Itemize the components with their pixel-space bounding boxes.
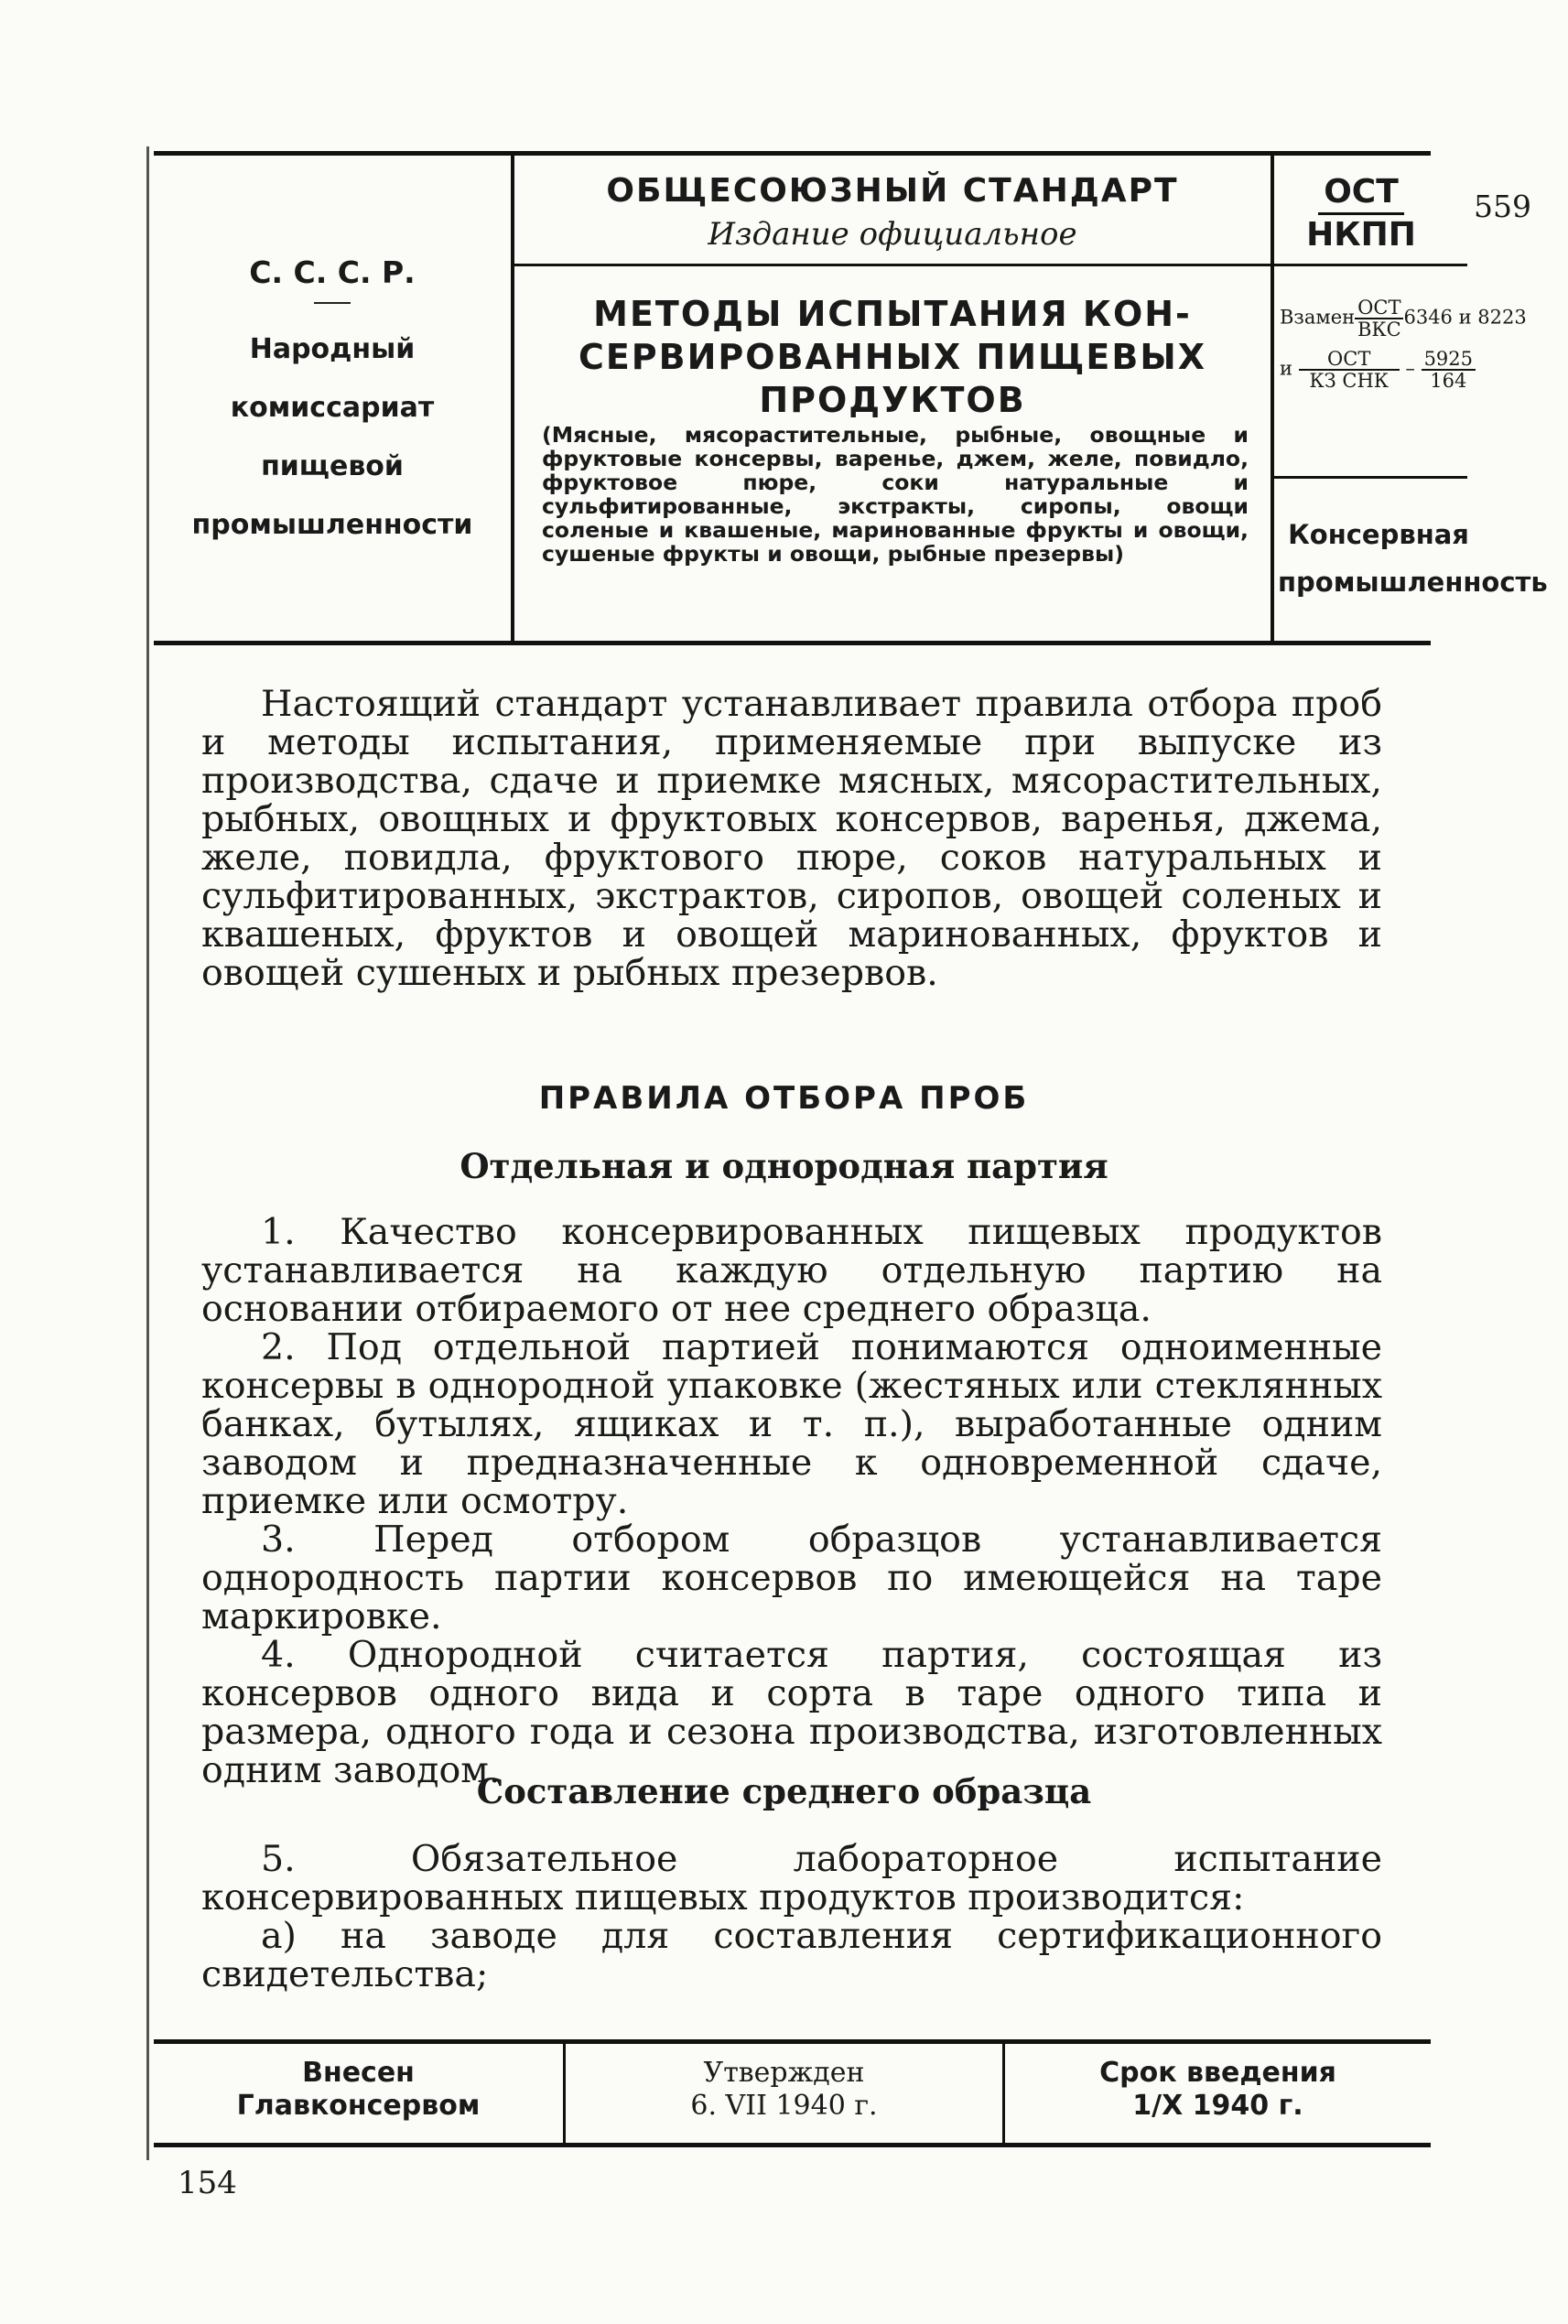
divider	[1274, 264, 1467, 266]
divider	[1274, 476, 1467, 479]
clause-1: 1. Качество консервированных пищевых продуктов устанавливается на каждую отдельную партию на основании отбираемого от нее среднего образца.	[201, 1211, 1382, 1330]
approved-label: Утвержден	[703, 2057, 865, 2089]
standard-header	[154, 151, 1548, 645]
subsection-heading: Отдельная и однородная партия	[460, 1146, 1108, 1186]
clause-5: 5. Обязательное лабораторное испытание консервированных пищевых продуктов производится:	[201, 1838, 1382, 1919]
commissariat-line: комиссариат	[230, 392, 435, 424]
replaces-ost2	[1299, 349, 1400, 391]
replaces-dash: –	[1405, 357, 1415, 380]
fraction-numerator: ОСТ	[1299, 349, 1400, 371]
industry-label	[1278, 511, 1548, 606]
fraction-denominator: КЗ СНК	[1309, 370, 1390, 392]
clause-2: 2. Под отдельной партией понимаются одноименные консервы в однородной упаковке (жестяных или стеклянных банках, бутылях, ящиках и т. п.), выработанные одним заводом и предназначенные к одновременной сдаче, приемке или осмотру.	[201, 1326, 1382, 1522]
title-cell	[514, 156, 1274, 641]
ost-number: 559	[1474, 189, 1531, 224]
intro-paragraph	[201, 685, 1382, 992]
industry-line: промышленность	[1278, 567, 1548, 598]
paragraph-text: Настоящий стандарт устанавливает правила отбора проб и методы испытания, применяемые при выпуске из производства, сдаче и приемке мясных, мясорастительных, рыбных, овощных и фруктовых консервов, варенья, джема, желе, повидла, фруктового пюре, соков натуральных и сульфитированных, экстрактов, сиропов, овощей соленых и квашеных, фруктов и овощей маринованных, фруктов и овощей сушеных и рыбных презервов.	[201, 683, 1382, 994]
commissariat-line: промышленности	[191, 509, 473, 541]
commissariat-line: пищевой	[261, 450, 404, 482]
effective-date: 1/X 1940 г.	[1132, 2090, 1303, 2122]
standard-footer	[154, 2039, 1431, 2147]
effective-label: Срок введения	[1099, 2057, 1336, 2089]
commissariat-line: Народный	[249, 333, 416, 365]
title-line: СЕРВИРОВАННЫХ ПИЩЕВЫХ	[578, 337, 1207, 377]
title-line: МЕТОДЫ ИСПЫТАНИЯ КОН-	[593, 294, 1192, 334]
replaces-label: Взамен	[1280, 306, 1356, 329]
fraction-denominator: 164	[1430, 370, 1467, 392]
approved-cell	[566, 2044, 1005, 2143]
divider	[514, 264, 1271, 266]
standard-name: ОБЩЕСОЮЗНЫЙ СТАНДАРТ	[606, 172, 1179, 210]
ost-code	[1302, 172, 1421, 255]
replaces-ost2-code	[1422, 349, 1476, 391]
document-subtitle: (Мясные, мясорастительные, рыбные, овощные и фруктовые консервы, варенье, джем, желе, повидло, фруктовое пюре, соки натуральные и сульфитированные, экстракты, сиропы, овощи соленые и квашеные, маринованные фрукты и овощи, сушеные фрукты и овощи, рыбные презервы)	[542, 422, 1249, 567]
replaces-ost1	[1355, 297, 1403, 340]
page-number: 154	[178, 2165, 237, 2201]
clause-4: 4. Однородной считается партия, состоящая из консервов одного вида и сорта в таре одного типа и размера, одного года и сезона производства, изготовленных одним заводом.	[201, 1634, 1382, 1791]
title-line: ПРОДУКТОВ	[759, 380, 1026, 420]
fraction-numerator: ОСТ	[1355, 297, 1403, 319]
section-heading: ПРАВИЛА ОТБОРА ПРОБ	[538, 1080, 1030, 1117]
ost-code-bottom: НКПП	[1306, 216, 1416, 254]
ost-code-top: ОСТ	[1318, 172, 1404, 215]
country-label: С. С. С. Р.	[249, 254, 416, 290]
replaces-and: и	[1280, 357, 1292, 380]
edition-label: Издание официальное	[708, 216, 1077, 253]
commissariat-name	[154, 320, 511, 555]
document-title	[514, 293, 1271, 422]
issuer-cell	[154, 156, 514, 641]
replaces-ost1-numbers: 6346 и 8223	[1403, 306, 1527, 329]
replaces-block	[1280, 297, 1527, 392]
standard-code-cell	[1274, 156, 1548, 641]
introduced-cell	[154, 2044, 566, 2143]
clauses-group-1	[201, 1213, 1382, 1789]
clause-5a: а) на заводе для составления сертификационного свидетельства;	[201, 1915, 1382, 1995]
introduced-by: Главконсервом	[236, 2090, 481, 2122]
effective-cell	[1005, 2044, 1431, 2143]
introduced-label: Внесен	[302, 2057, 415, 2089]
replaces-line-1	[1280, 297, 1527, 340]
industry-line: Консервная	[1288, 519, 1469, 550]
subsection-heading: Составление среднего образца	[476, 1771, 1092, 1811]
approved-date: 6. VII 1940 г.	[690, 2090, 878, 2122]
clauses-group-2	[201, 1840, 1382, 1994]
replaces-line-2	[1280, 348, 1474, 392]
clause-3: 3. Перед отбором образцов устанавливается однородность партии консервов по имеющейся на таре маркировке.	[201, 1519, 1382, 1638]
divider	[314, 302, 351, 304]
fraction-numerator: 5925	[1422, 349, 1476, 371]
fraction-denominator: ВКС	[1357, 319, 1401, 340]
